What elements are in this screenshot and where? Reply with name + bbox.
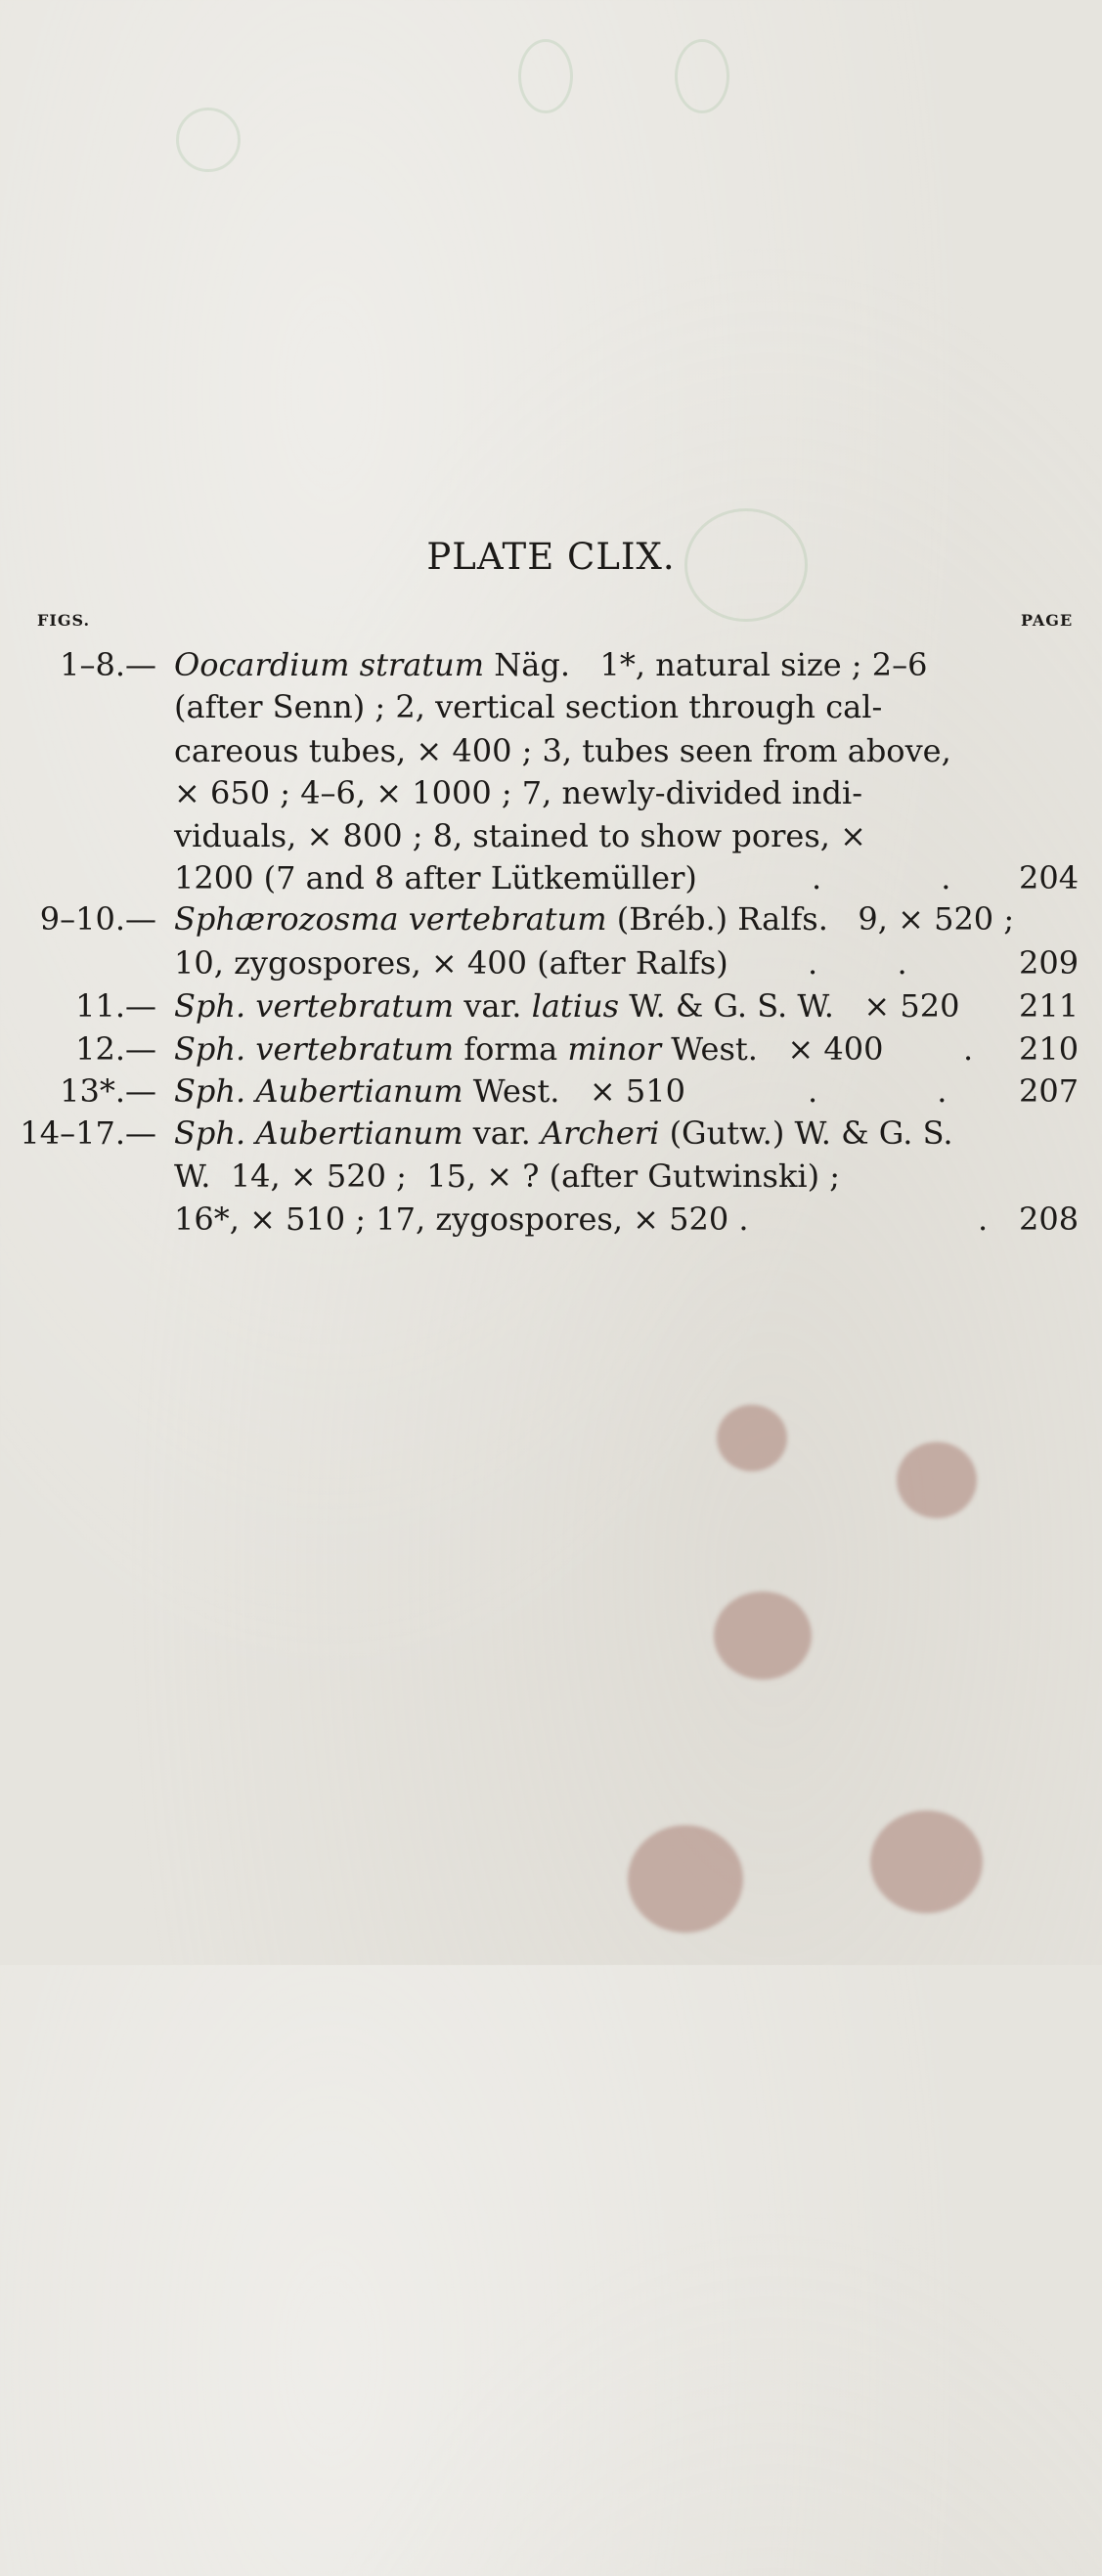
leader-dots: . — [963, 1030, 974, 1068]
figure-number: 9–10.— — [39, 900, 156, 938]
figure-entry-line — [20, 685, 1085, 728]
figure-entry-line — [20, 1027, 1085, 1070]
foxing-stain — [897, 1442, 977, 1518]
figure-description: Sph. Aubertianum West. × 510 — [174, 1072, 685, 1110]
figure-number: 1–8.— — [60, 646, 156, 683]
leader-dots: . . — [812, 859, 951, 896]
foxing-stain — [717, 1405, 787, 1471]
figure-entry-line — [20, 856, 1085, 899]
figure-entry-line — [20, 729, 1085, 772]
figure-description: Sph. Aubertianum var. Archeri (Gutw.) W. & G. S. — [174, 1114, 953, 1152]
figure-entry-line — [20, 814, 1085, 857]
figure-description: (after Senn) ; 2, vertical section through cal- — [174, 688, 883, 725]
page-column-label: PAGE — [1021, 611, 1074, 630]
figure-description: 1200 (7 and 8 after Lütkemüller) — [174, 859, 697, 896]
bleed-through-mark — [176, 108, 241, 172]
page-number: 209 — [1019, 944, 1080, 982]
figure-description: Sph. vertebratum var. latius W. & G. S. W. × 520 — [174, 987, 960, 1025]
figure-entry-line — [20, 643, 1085, 686]
figure-description: careous tubes, × 400 ; 3, tubes seen from above, — [174, 732, 951, 769]
bleed-through-mark — [518, 39, 573, 113]
figure-entry-line — [20, 1070, 1085, 1113]
foxing-stain — [870, 1811, 983, 1913]
leader-dots: . . — [808, 1072, 948, 1110]
figure-entry-line — [20, 1155, 1085, 1198]
bleed-through-mark — [675, 39, 729, 113]
leader-dots: . . — [808, 944, 907, 982]
page-number: 204 — [1019, 859, 1080, 896]
figure-entry-line — [20, 771, 1085, 814]
figs-column-label: FIGS. — [37, 611, 91, 630]
figure-description: Oocardium stratum Näg. 1*, natural size ; 2–6 — [174, 646, 928, 683]
plate-title: PLATE CLIX. — [426, 536, 676, 578]
figure-description: viduals, × 800 ; 8, stained to show pores, × — [174, 817, 866, 854]
page-number: 210 — [1019, 1030, 1080, 1068]
page-number: 211 — [1019, 987, 1080, 1025]
figure-description: × 650 ; 4–6, × 1000 ; 7, newly-divided indi- — [174, 774, 863, 811]
foxing-stain — [714, 1592, 812, 1680]
figure-entry-line — [20, 897, 1085, 940]
figure-description: W. 14, × 520 ; 15, × ? (after Gutwinski) ; — [174, 1157, 841, 1195]
figure-number: 11.— — [75, 987, 156, 1025]
figure-entry-line — [20, 984, 1085, 1027]
page-number: 207 — [1019, 1072, 1080, 1110]
figure-entry-line — [20, 1112, 1085, 1155]
figure-number: 13*.— — [60, 1072, 156, 1110]
figure-description: 10, zygospores, × 400 (after Ralfs) — [174, 944, 728, 982]
foxing-stain — [628, 1825, 743, 1933]
leader-dots: . — [978, 1201, 989, 1238]
page-number: 208 — [1019, 1201, 1080, 1238]
figure-description: 16*, × 510 ; 17, zygospores, × 520 . — [174, 1201, 749, 1238]
figure-description: Sph. vertebratum forma minor West. × 400 — [174, 1030, 884, 1068]
figure-entry-line — [20, 1198, 1085, 1241]
figure-entry-line — [20, 941, 1085, 984]
figure-description: Sphærozosma vertebratum (Bréb.) Ralfs. 9, × 520 ; — [174, 900, 1015, 938]
figure-number: 12.— — [75, 1030, 156, 1068]
figure-number: 14–17.— — [20, 1114, 156, 1152]
